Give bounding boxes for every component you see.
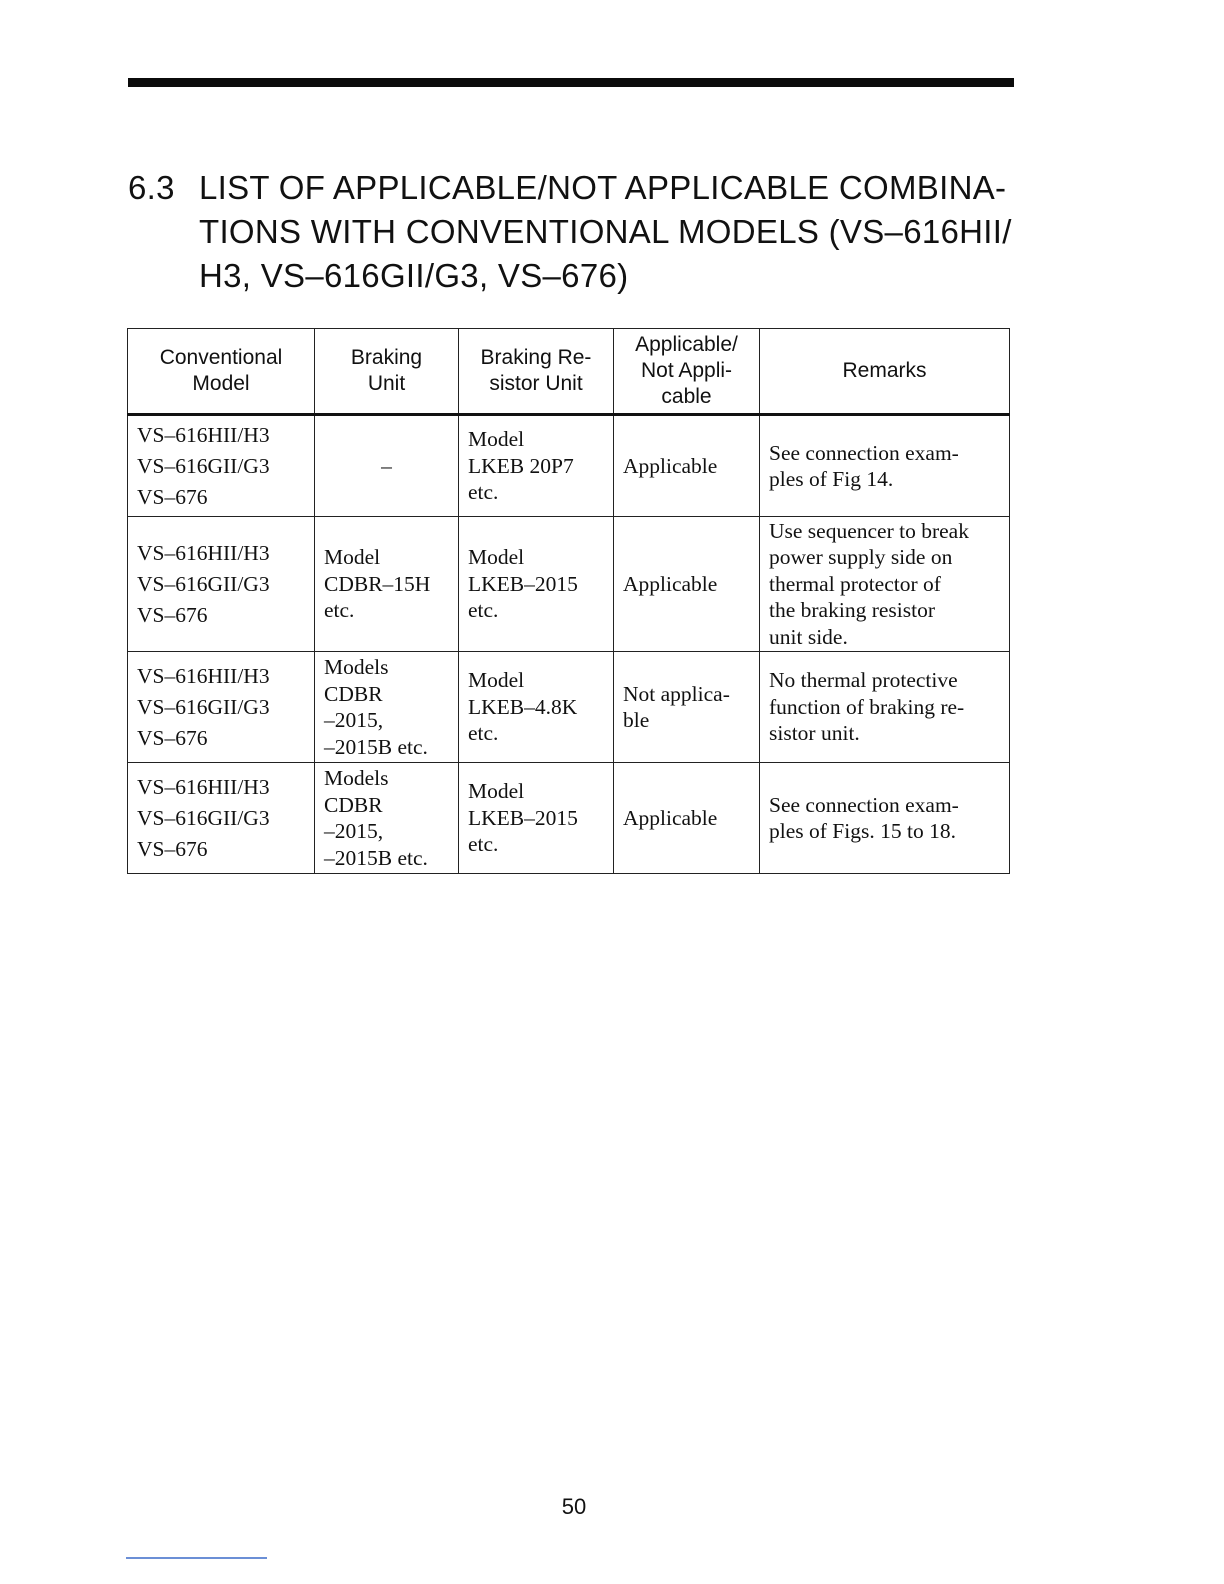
cell-remarks: Use sequencer to break power supply side on thermal protector of the braking resistor unit side. — [760, 517, 1010, 652]
header-applicable: Applicable/ Not Appli- cable — [614, 329, 760, 415]
section-title-line: TIONS WITH CONVENTIONAL MODELS (VS–616HII/ — [199, 213, 1012, 250]
cell-applicable: Applicable — [614, 415, 760, 517]
cell-braking-resistor-unit: Model LKEB–2015 etc. — [459, 763, 614, 874]
section-number: 6.3 — [128, 169, 175, 206]
table-row — [128, 517, 1010, 652]
header-remarks: Remarks — [760, 329, 1010, 415]
header-conventional-model: Conventional Model — [128, 329, 315, 415]
header-braking-unit: Braking Unit — [315, 329, 459, 415]
section-title — [199, 166, 1012, 298]
cell-braking-resistor-unit: Model LKEB 20P7 etc. — [459, 415, 614, 517]
section-title-line: LIST OF APPLICABLE/NOT APPLICABLE COMBINA- — [199, 169, 1007, 206]
page-number: 50 — [561, 1494, 587, 1519]
cell-remarks: See connection exam- ples of Fig 14. — [760, 415, 1010, 517]
cell-braking-unit: – — [315, 415, 459, 517]
cell-applicable: Not applica- ble — [614, 652, 760, 763]
table-row — [128, 763, 1010, 874]
cell-conventional-model: VS–616HII/H3 VS–616GII/G3 VS–676 — [128, 517, 315, 652]
cell-braking-unit: Models CDBR –2015, –2015B etc. — [315, 763, 459, 874]
cell-applicable: Applicable — [614, 517, 760, 652]
cell-applicable: Applicable — [614, 763, 760, 874]
cell-braking-resistor-unit: Model LKEB–2015 etc. — [459, 517, 614, 652]
table-row — [128, 415, 1010, 517]
cell-braking-resistor-unit: Model LKEB–4.8K etc. — [459, 652, 614, 763]
combinations-table — [127, 328, 1010, 874]
header-braking-resistor-unit: Braking Re- sistor Unit — [459, 329, 614, 415]
cell-remarks: No thermal protective function of braking re- sistor unit. — [760, 652, 1010, 763]
cell-conventional-model: VS–616HII/H3 VS–616GII/G3 VS–676 — [128, 415, 315, 517]
cell-braking-unit: Model CDBR–15H etc. — [315, 517, 459, 652]
table-header-row — [128, 329, 1010, 415]
cell-braking-unit: Models CDBR –2015, –2015B etc. — [315, 652, 459, 763]
table-row — [128, 652, 1010, 763]
top-rule — [128, 78, 1014, 87]
cell-conventional-model: VS–616HII/H3 VS–616GII/G3 VS–676 — [128, 652, 315, 763]
cell-remarks: See connection exam- ples of Figs. 15 to 18. — [760, 763, 1010, 874]
footnote-rule — [126, 1557, 267, 1559]
section-title-line: H3, VS–616GII/G3, VS–676) — [199, 257, 629, 294]
cell-conventional-model: VS–616HII/H3 VS–616GII/G3 VS–676 — [128, 763, 315, 874]
